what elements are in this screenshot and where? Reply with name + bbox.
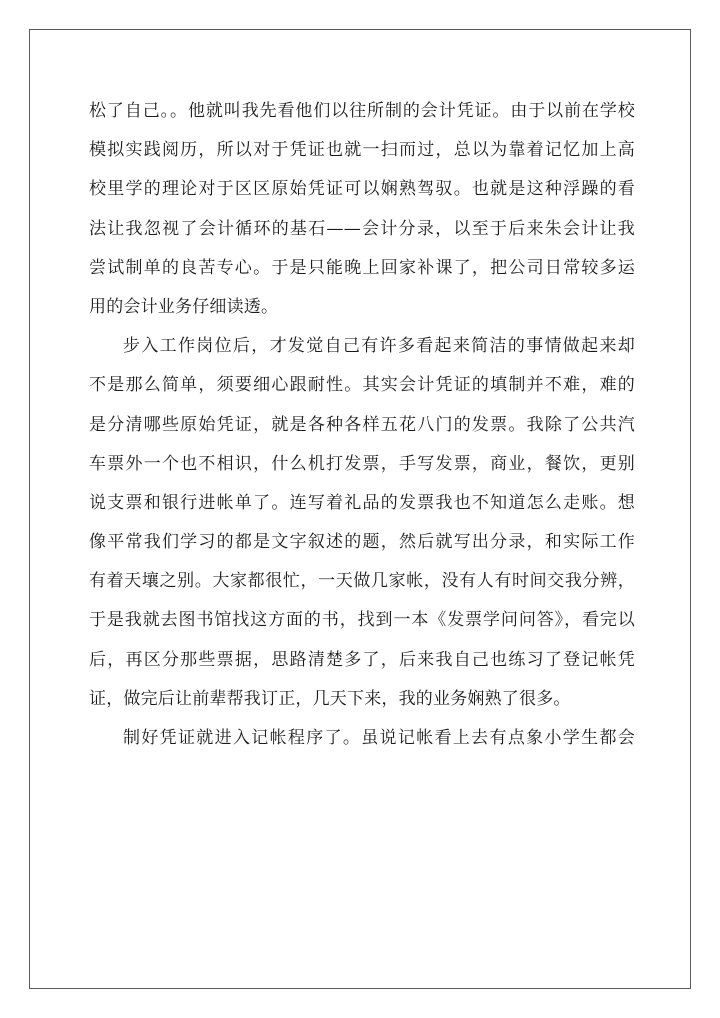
paragraph-2-line-7: 有着天壤之别。大家都很忙，一天做几家帐，没有人有时间交我分辨， [89, 571, 635, 592]
paragraph-2-line-5: 说支票和银行进帐单了。连写着礼品的发票我也不知道怎么走账。想 [89, 492, 635, 513]
paragraph-1-line-3: 校里学的理论对于区区原始凭证可以娴熟驾驭。也就是这种浮躁的看 [89, 179, 635, 200]
paragraph-2-line-1: 步入工作岗位后，才发觉自己有许多看起来简洁的事情做起来却 [123, 336, 635, 357]
paragraph-1-line-6: 用的会计业务仔细读透。 [89, 296, 279, 317]
paragraph-2-line-10: 证，做完后让前辈帮我订正，几天下来，我的业务娴熟了很多。 [89, 688, 571, 709]
paragraph-1-line-2: 模拟实践阅历，所以对于凭证也就一扫而过，总以为靠着记忆加上高 [89, 140, 635, 161]
paragraph-1-line-4: 法让我忽视了会计循环的基石——会计分录，以至于后来朱会计让我 [89, 218, 635, 239]
paragraph-3-line-1: 制好凭证就进入记帐程序了。虽说记帐看上去有点象小学生都会 [123, 728, 635, 748]
paragraph-2-line-4: 车票外一个也不相识，什么机打发票，手写发票，商业，餐饮，更别 [89, 453, 635, 474]
document-body [89, 92, 635, 758]
paragraph-1-line-1: 松了自己。。他就叫我先看他们以往所制的会计凭证。由于以前在学校 [89, 101, 635, 121]
paragraph-2-line-3: 是分清哪些原始凭证，就是各种各样五花八门的发票。我除了公共汽 [89, 414, 635, 435]
paragraph-2-line-8: 于是我就去图书馆找这方面的书，找到一本《发票学问问答》，看完以 [89, 610, 635, 631]
paragraph-2-line-9: 后，再区分那些票据，思路清楚多了，后来我自己也练习了登记帐凭 [89, 649, 635, 670]
paragraph-2-line-6: 像平常我们学习的都是文字叙述的题，然后就写出分录，和实际工作 [89, 532, 635, 553]
paragraph-2-line-2: 不是那么简单，须要细心跟耐性。其实会计凭证的填制并不难，难的 [89, 375, 635, 396]
paragraph-1-line-5: 尝试制单的良苦专心。于是只能晚上回家补课了，把公司日常较多运 [89, 257, 635, 278]
